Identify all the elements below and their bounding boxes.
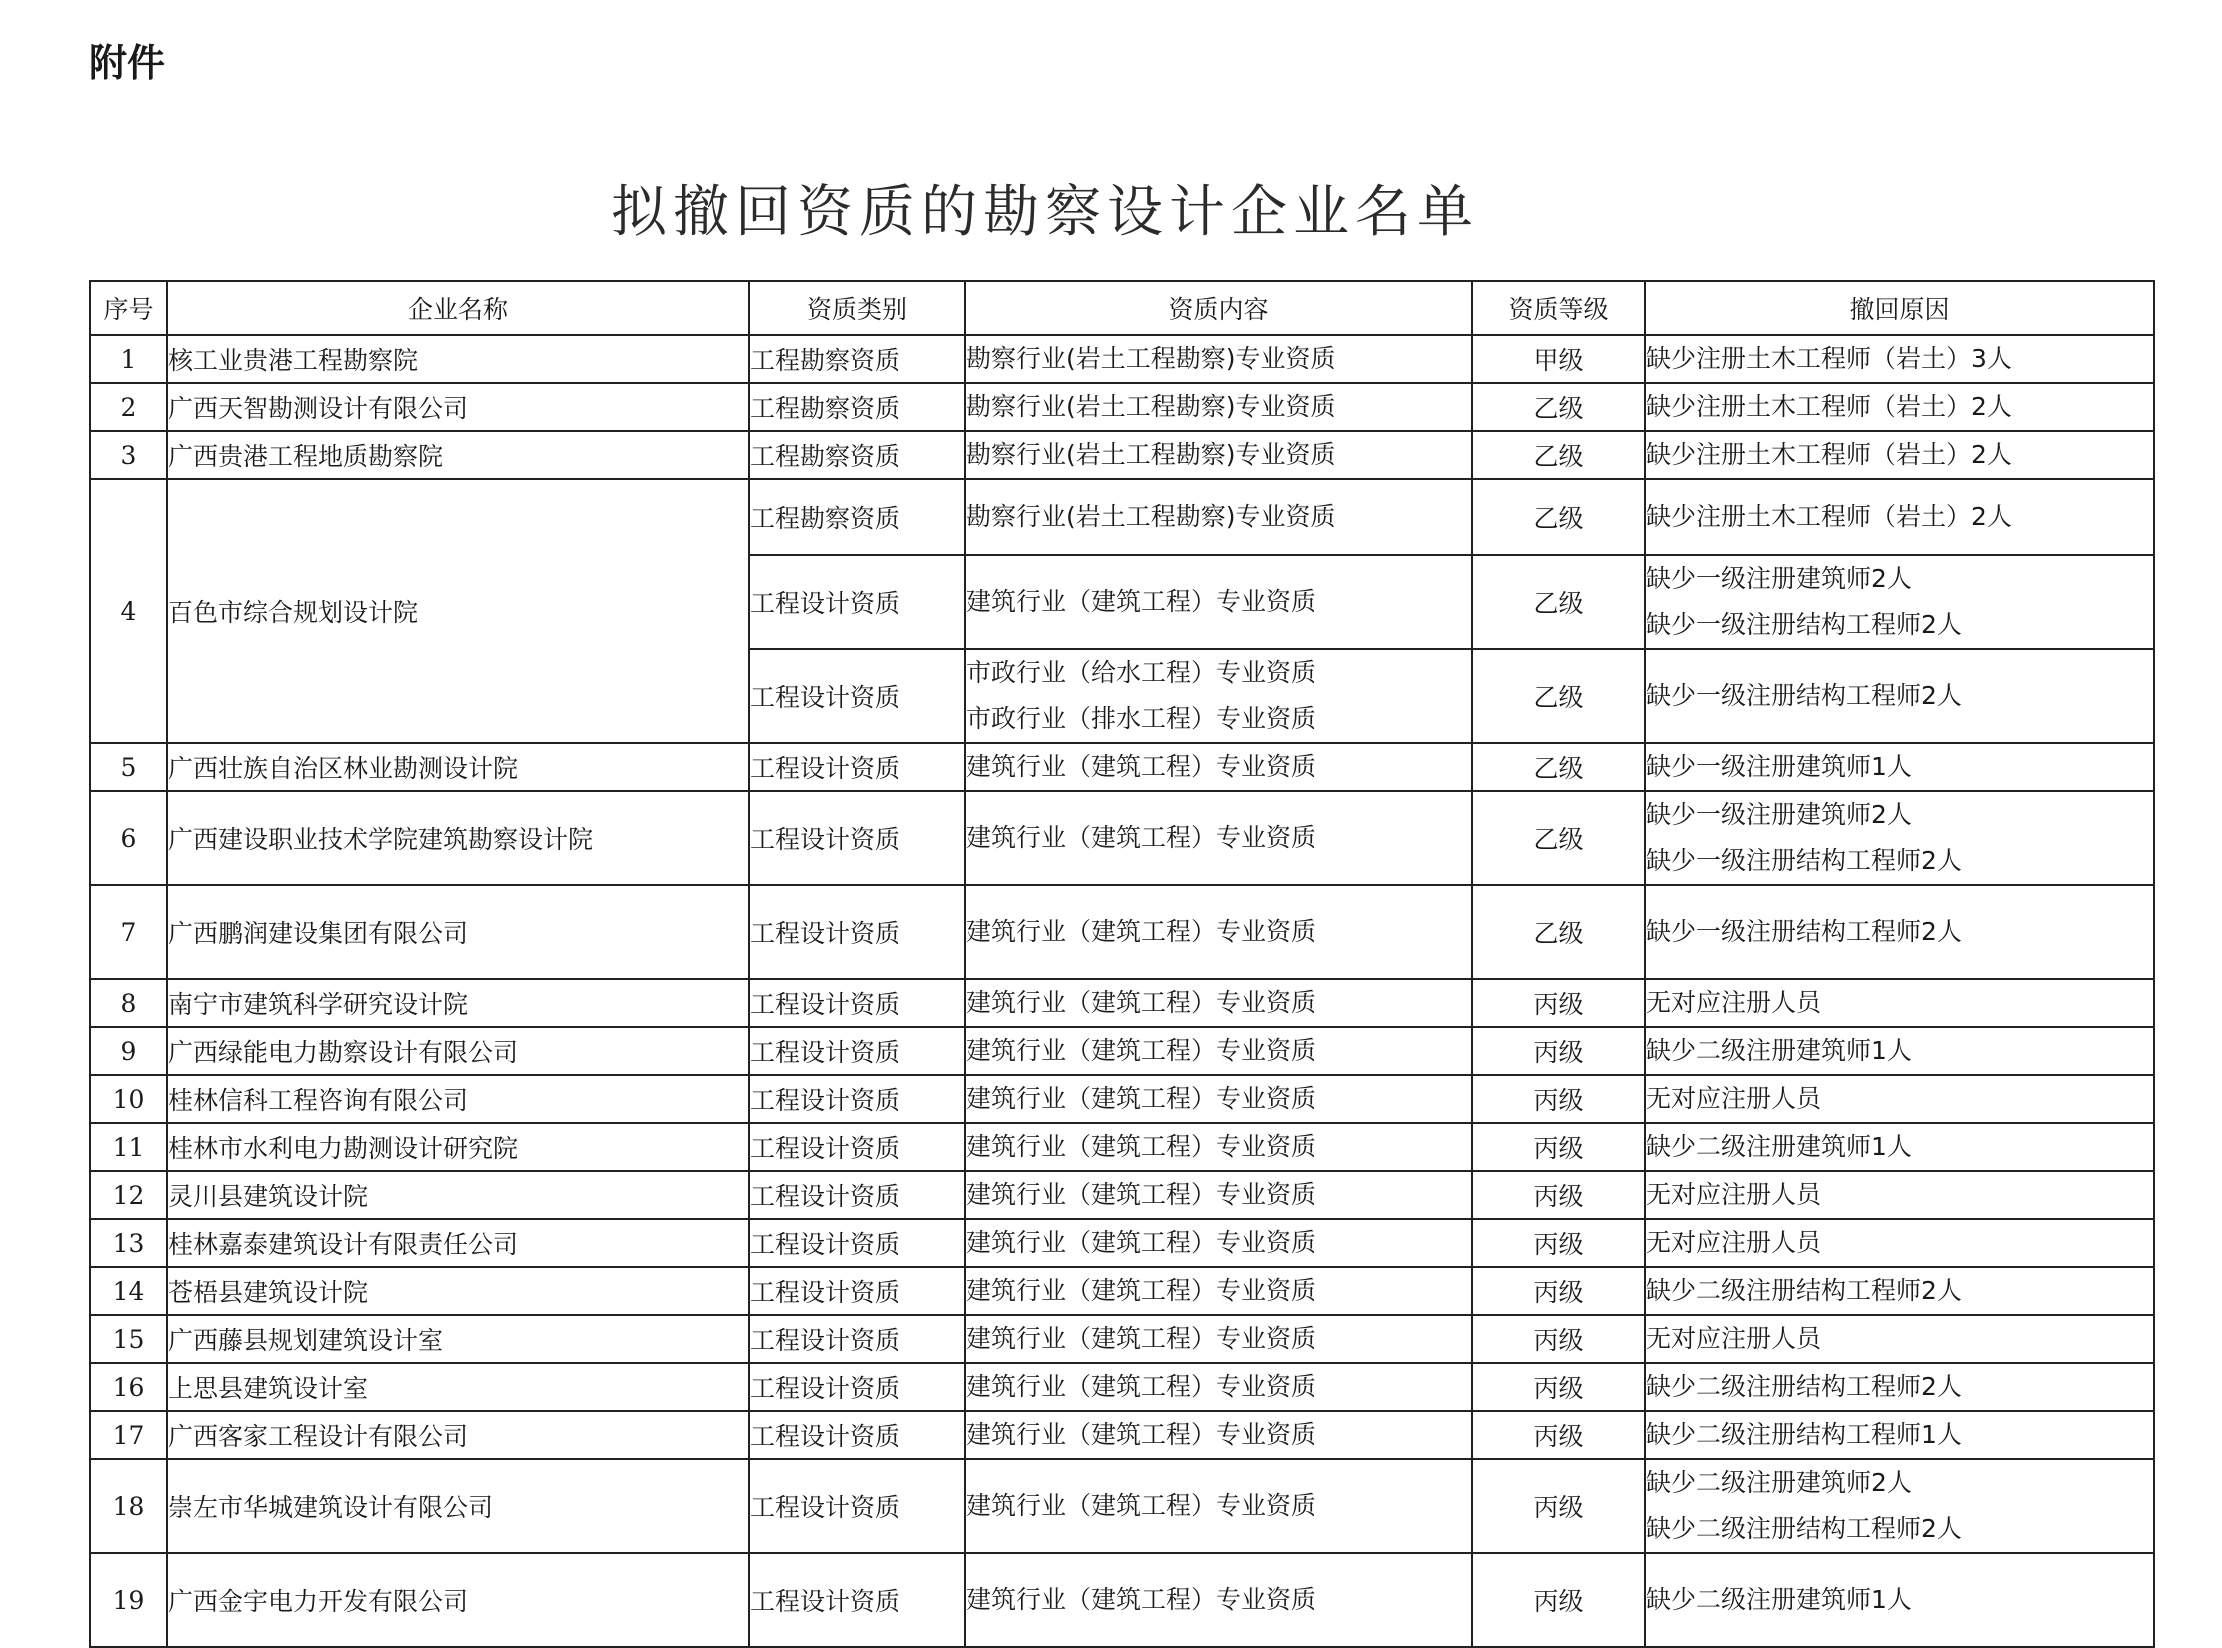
table-row (90, 431, 2154, 479)
qualification-grade: 丙级 (1472, 1027, 1645, 1075)
table-row (90, 1075, 2154, 1123)
table-row (90, 383, 2154, 431)
company-name: 上思县建筑设计室 (167, 1363, 749, 1411)
table-row (90, 1219, 2154, 1267)
qualification-grade: 丙级 (1472, 1459, 1645, 1553)
table-row (90, 479, 2154, 555)
row-number: 6 (90, 791, 167, 885)
table-header-row (90, 281, 2154, 335)
qualification-content-line: 建筑行业（建筑工程）专业资质 (966, 1180, 1317, 1209)
company-name: 广西壮族自治区林业勘测设计院 (167, 743, 749, 791)
qualification-content (965, 1123, 1472, 1171)
revocation-reason-line: 缺少一级注册建筑师1人 (1646, 752, 1912, 781)
revocation-reason (1645, 885, 2154, 979)
qualification-type: 工程设计资质 (749, 979, 965, 1027)
qualification-grade: 丙级 (1472, 1075, 1645, 1123)
qualification-content-line: 建筑行业（建筑工程）专业资质 (966, 917, 1317, 946)
revocation-reason (1645, 555, 2154, 649)
row-number: 14 (90, 1267, 167, 1315)
qualification-content-line: 市政行业（给水工程）专业资质 (966, 658, 1317, 687)
qualification-type: 工程设计资质 (749, 1315, 965, 1363)
column-header: 资质类别 (749, 281, 965, 335)
revocation-reason-line: 无对应注册人员 (1646, 1324, 1822, 1353)
revocation-reason-line: 缺少注册土木工程师（岩土）3人 (1646, 344, 2012, 373)
row-number: 8 (90, 979, 167, 1027)
table-row (90, 335, 2154, 383)
qualification-content (965, 479, 1472, 555)
revocation-reason (1645, 1075, 2154, 1123)
revocation-reason (1645, 1267, 2154, 1315)
qualification-content-line: 建筑行业（建筑工程）专业资质 (966, 988, 1317, 1017)
revocation-reason (1645, 649, 2154, 743)
column-header: 资质等级 (1472, 281, 1645, 335)
qualification-type: 工程设计资质 (749, 1553, 965, 1647)
revocation-reason-line: 无对应注册人员 (1646, 1084, 1822, 1113)
revocation-reason (1645, 1363, 2154, 1411)
company-name: 南宁市建筑科学研究设计院 (167, 979, 749, 1027)
qualification-content-line: 建筑行业（建筑工程）专业资质 (966, 823, 1317, 852)
qualification-content-line: 建筑行业（建筑工程）专业资质 (966, 1228, 1317, 1257)
revocation-reason (1645, 1027, 2154, 1075)
qualification-type: 工程勘察资质 (749, 383, 965, 431)
qualification-type: 工程设计资质 (749, 791, 965, 885)
revocation-reason (1645, 1553, 2154, 1647)
qualification-type: 工程设计资质 (749, 1219, 965, 1267)
table-row (90, 1411, 2154, 1459)
table-row (90, 1027, 2154, 1075)
table-row (90, 885, 2154, 979)
qualification-content (965, 1411, 1472, 1459)
table-row (90, 743, 2154, 791)
qualification-type: 工程设计资质 (749, 1363, 965, 1411)
revocation-reason (1645, 479, 2154, 555)
revocation-reason-line: 缺少注册土木工程师（岩土）2人 (1646, 502, 2012, 531)
qualification-content-line: 建筑行业（建筑工程）专业资质 (966, 1585, 1317, 1614)
company-name: 苍梧县建筑设计院 (167, 1267, 749, 1315)
company-name: 广西鹏润建设集团有限公司 (167, 885, 749, 979)
qualification-grade: 乙级 (1472, 791, 1645, 885)
company-name: 桂林市水利电力勘测设计研究院 (167, 1123, 749, 1171)
qualification-grade: 乙级 (1472, 431, 1645, 479)
row-number: 2 (90, 383, 167, 431)
qualification-content (965, 885, 1472, 979)
qualification-type: 工程勘察资质 (749, 479, 965, 555)
row-number: 19 (90, 1553, 167, 1647)
revocation-reason-line: 无对应注册人员 (1646, 1228, 1822, 1257)
qualification-content-line: 建筑行业（建筑工程）专业资质 (966, 1036, 1317, 1065)
qualification-type: 工程设计资质 (749, 1075, 965, 1123)
qualification-content (965, 555, 1472, 649)
revocation-reason-line: 缺少一级注册结构工程师2人 (1646, 917, 1962, 946)
revocation-reason (1645, 431, 2154, 479)
revocation-reason (1645, 1171, 2154, 1219)
revocation-reason (1645, 1123, 2154, 1171)
row-number: 17 (90, 1411, 167, 1459)
qualification-grade: 丙级 (1472, 1123, 1645, 1171)
revocation-reason-line: 缺少二级注册结构工程师2人 (1646, 1514, 1962, 1543)
qualification-grade: 乙级 (1472, 383, 1645, 431)
qualification-type: 工程设计资质 (749, 1027, 965, 1075)
row-number: 7 (90, 885, 167, 979)
qualification-content (965, 335, 1472, 383)
company-name: 崇左市华城建筑设计有限公司 (167, 1459, 749, 1553)
qualification-type: 工程勘察资质 (749, 431, 965, 479)
company-name: 核工业贵港工程勘察院 (167, 335, 749, 383)
company-name: 广西绿能电力勘察设计有限公司 (167, 1027, 749, 1075)
qualification-grade: 甲级 (1472, 335, 1645, 383)
revocation-reason-line: 缺少二级注册建筑师2人 (1646, 1468, 1912, 1497)
qualification-grade: 乙级 (1472, 649, 1645, 743)
revocation-reason-line: 缺少二级注册结构工程师2人 (1646, 1372, 1962, 1401)
qualification-content (965, 1363, 1472, 1411)
revocation-reason (1645, 383, 2154, 431)
qualification-content (965, 791, 1472, 885)
revocation-reason (1645, 1459, 2154, 1553)
table-row (90, 979, 2154, 1027)
company-name: 广西藤县规划建筑设计室 (167, 1315, 749, 1363)
table-row (90, 1459, 2154, 1553)
column-header: 企业名称 (167, 281, 749, 335)
qualification-type: 工程设计资质 (749, 1411, 965, 1459)
qualification-content (965, 1315, 1472, 1363)
revocation-reason (1645, 1219, 2154, 1267)
row-number: 16 (90, 1363, 167, 1411)
revocation-reason-line: 缺少注册土木工程师（岩土）2人 (1646, 440, 2012, 469)
attachment-label: 附件 (89, 41, 166, 85)
qualification-grade: 丙级 (1472, 1553, 1645, 1647)
qualification-grade: 丙级 (1472, 1363, 1645, 1411)
qualification-type: 工程设计资质 (749, 1459, 965, 1553)
qualification-grade: 乙级 (1472, 743, 1645, 791)
revocation-table (89, 280, 2155, 1648)
revocation-reason-line: 缺少二级注册结构工程师1人 (1646, 1420, 1962, 1449)
row-number: 11 (90, 1123, 167, 1171)
revocation-reason-line: 无对应注册人员 (1646, 1180, 1822, 1209)
table-row (90, 791, 2154, 885)
revocation-reason-line: 缺少一级注册结构工程师2人 (1646, 610, 1962, 639)
row-number: 4 (90, 479, 167, 743)
qualification-type: 工程勘察资质 (749, 335, 965, 383)
revocation-reason (1645, 1315, 2154, 1363)
qualification-content-line: 建筑行业（建筑工程）专业资质 (966, 1132, 1317, 1161)
qualification-content (965, 1075, 1472, 1123)
table-row (90, 1267, 2154, 1315)
document-title: 拟撤回资质的勘察设计企业名单 (611, 180, 1479, 245)
qualification-grade: 丙级 (1472, 1219, 1645, 1267)
qualification-content-line: 勘察行业(岩土工程勘察)专业资质 (966, 392, 1336, 421)
row-number: 13 (90, 1219, 167, 1267)
table-row (90, 1315, 2154, 1363)
qualification-content (965, 1219, 1472, 1267)
revocation-reason-line: 缺少二级注册建筑师1人 (1646, 1585, 1912, 1614)
qualification-content-line: 勘察行业(岩土工程勘察)专业资质 (966, 440, 1336, 469)
revocation-reason (1645, 743, 2154, 791)
row-number: 18 (90, 1459, 167, 1553)
company-name: 广西贵港工程地质勘察院 (167, 431, 749, 479)
company-name: 桂林嘉泰建筑设计有限责任公司 (167, 1219, 749, 1267)
qualification-type: 工程设计资质 (749, 649, 965, 743)
company-name: 广西建设职业技术学院建筑勘察设计院 (167, 791, 749, 885)
qualification-content-line: 建筑行业（建筑工程）专业资质 (966, 587, 1317, 616)
qualification-type: 工程设计资质 (749, 1171, 965, 1219)
qualification-content-line: 勘察行业(岩土工程勘察)专业资质 (966, 344, 1336, 373)
revocation-reason-line: 缺少一级注册结构工程师2人 (1646, 846, 1962, 875)
qualification-content (965, 1027, 1472, 1075)
qualification-content-line: 建筑行业（建筑工程）专业资质 (966, 1324, 1317, 1353)
qualification-type: 工程设计资质 (749, 885, 965, 979)
revocation-reason-line: 缺少二级注册结构工程师2人 (1646, 1276, 1962, 1305)
qualification-grade: 丙级 (1472, 1267, 1645, 1315)
qualification-content-line: 建筑行业（建筑工程）专业资质 (966, 1491, 1317, 1520)
column-header: 资质内容 (965, 281, 1472, 335)
qualification-content (965, 383, 1472, 431)
row-number: 5 (90, 743, 167, 791)
qualification-content (965, 649, 1472, 743)
qualification-grade: 丙级 (1472, 979, 1645, 1027)
qualification-content-line: 勘察行业(岩土工程勘察)专业资质 (966, 502, 1336, 531)
company-name: 广西天智勘测设计有限公司 (167, 383, 749, 431)
revocation-reason (1645, 335, 2154, 383)
revocation-reason-line: 缺少二级注册建筑师1人 (1646, 1132, 1912, 1161)
revocation-reason-line: 缺少二级注册建筑师1人 (1646, 1036, 1912, 1065)
qualification-type: 工程设计资质 (749, 743, 965, 791)
qualification-type: 工程设计资质 (749, 555, 965, 649)
qualification-content (965, 431, 1472, 479)
revocation-reason-line: 无对应注册人员 (1646, 988, 1822, 1017)
row-number: 10 (90, 1075, 167, 1123)
qualification-grade: 丙级 (1472, 1315, 1645, 1363)
qualification-content (965, 1553, 1472, 1647)
company-name: 广西金宇电力开发有限公司 (167, 1553, 749, 1647)
qualification-content-line: 建筑行业（建筑工程）专业资质 (966, 752, 1317, 781)
qualification-content-line: 建筑行业（建筑工程）专业资质 (966, 1084, 1317, 1113)
revocation-reason (1645, 979, 2154, 1027)
qualification-content (965, 1267, 1472, 1315)
table-row (90, 1363, 2154, 1411)
company-name: 桂林信科工程咨询有限公司 (167, 1075, 749, 1123)
qualification-grade: 丙级 (1472, 1411, 1645, 1459)
row-number: 12 (90, 1171, 167, 1219)
company-name: 灵川县建筑设计院 (167, 1171, 749, 1219)
qualification-content-line: 建筑行业（建筑工程）专业资质 (966, 1420, 1317, 1449)
company-name: 广西客家工程设计有限公司 (167, 1411, 749, 1459)
qualification-grade: 乙级 (1472, 885, 1645, 979)
qualification-content (965, 1171, 1472, 1219)
qualification-content (965, 979, 1472, 1027)
revocation-reason-line: 缺少注册土木工程师（岩土）2人 (1646, 392, 2012, 421)
revocation-reason-line: 缺少一级注册建筑师2人 (1646, 800, 1912, 829)
qualification-type: 工程设计资质 (749, 1267, 965, 1315)
row-number: 9 (90, 1027, 167, 1075)
qualification-content-line: 市政行业（排水工程）专业资质 (966, 704, 1317, 733)
qualification-grade: 丙级 (1472, 1171, 1645, 1219)
column-header: 撤回原因 (1645, 281, 2154, 335)
qualification-grade: 乙级 (1472, 555, 1645, 649)
table-row (90, 1123, 2154, 1171)
table-row (90, 1553, 2154, 1647)
qualification-grade: 乙级 (1472, 479, 1645, 555)
qualification-type: 工程设计资质 (749, 1123, 965, 1171)
column-header: 序号 (90, 281, 167, 335)
revocation-reason (1645, 791, 2154, 885)
revocation-reason-line: 缺少一级注册建筑师2人 (1646, 564, 1912, 593)
qualification-content (965, 743, 1472, 791)
qualification-content-line: 建筑行业（建筑工程）专业资质 (966, 1276, 1317, 1305)
qualification-content-line: 建筑行业（建筑工程）专业资质 (966, 1372, 1317, 1401)
qualification-content (965, 1459, 1472, 1553)
revocation-reason (1645, 1411, 2154, 1459)
revocation-reason-line: 缺少一级注册结构工程师2人 (1646, 681, 1962, 710)
company-name: 百色市综合规划设计院 (167, 479, 749, 743)
row-number: 1 (90, 335, 167, 383)
table-row (90, 1171, 2154, 1219)
row-number: 3 (90, 431, 167, 479)
row-number: 15 (90, 1315, 167, 1363)
